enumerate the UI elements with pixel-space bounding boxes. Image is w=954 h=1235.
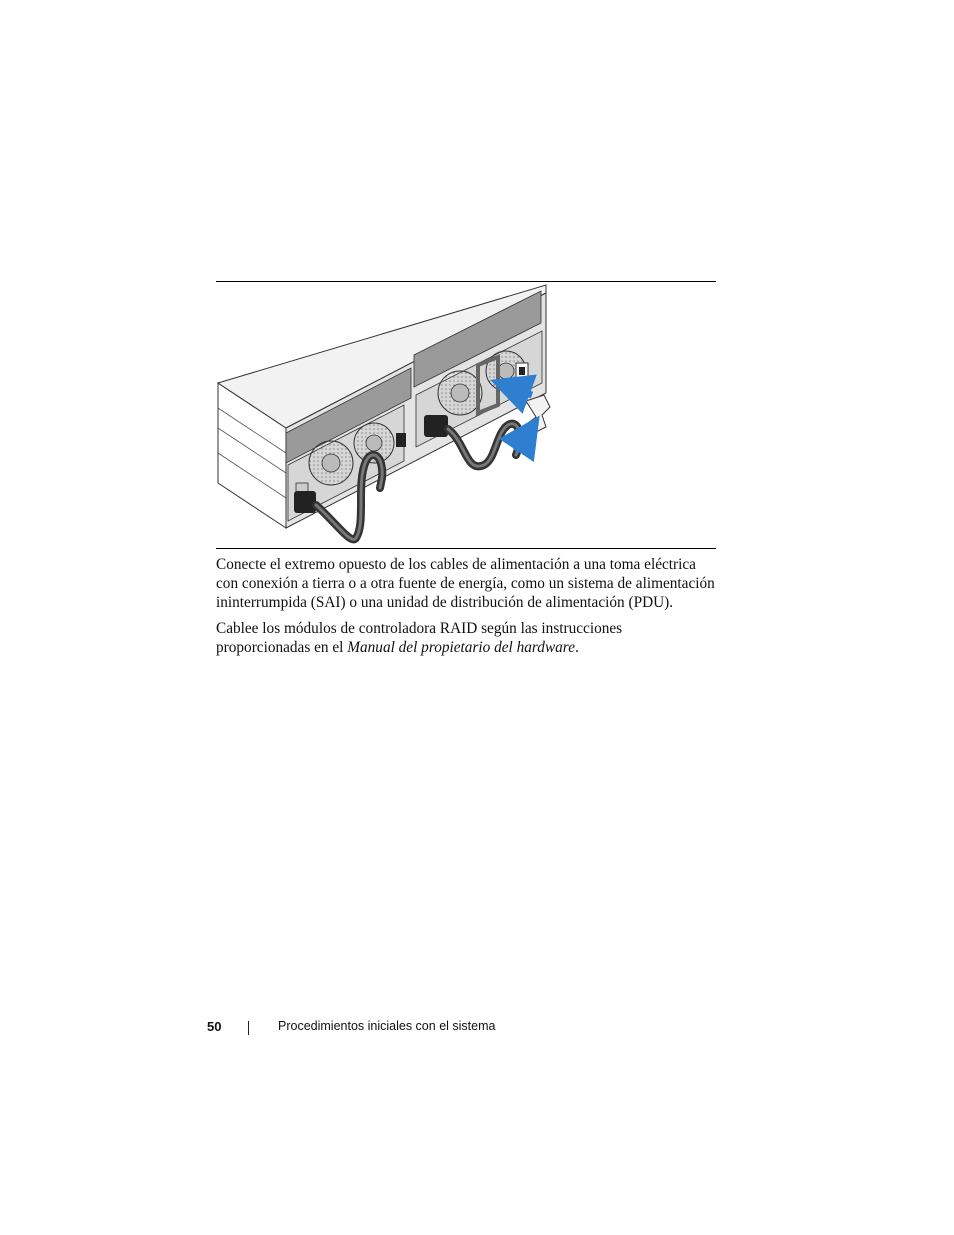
- paragraph-cable-raid: [216, 619, 718, 657]
- page-footer: [0, 1018, 954, 1038]
- cable-retention-clip: [526, 395, 550, 433]
- figure-bottom-rule: [216, 548, 716, 549]
- paragraph-text-after: .: [575, 639, 579, 657]
- page-number: 50: [207, 1019, 222, 1034]
- footer-separator: [248, 1021, 249, 1035]
- power-cable-illustration: [216, 283, 716, 547]
- running-title: Procedimientos iniciales con el sistema: [278, 1019, 496, 1033]
- paragraph-text-before: Cablee los módulos de controladora RAID según las instrucciones proporcionadas en el: [216, 620, 623, 657]
- manual-title: Manual del propietario del hardware: [347, 639, 575, 657]
- paragraph-connect-power: Conecte el extremo opuesto de los cables de alimentación a una toma eléctrica con conexión a tierra o a otra fuente de energía, como un sistema de alimentación ininterrumpida (SAI) o una unidad de distribución de alimentación (PDU).: [216, 556, 715, 612]
- figure-top-rule: [216, 281, 716, 282]
